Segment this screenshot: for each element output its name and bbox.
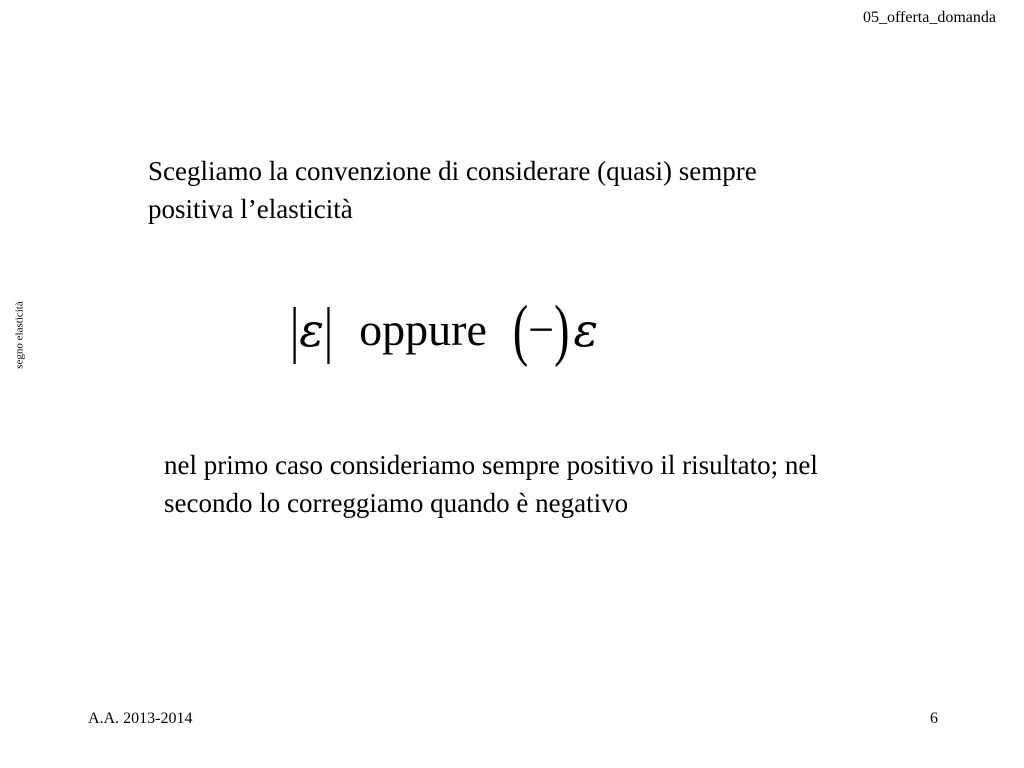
formula-connector: oppure	[359, 304, 487, 355]
paren-close: )	[554, 291, 570, 368]
abs-bar-open: |	[290, 294, 300, 364]
epsilon-symbol-2: ε	[573, 303, 599, 357]
footer-academic-year: A.A. 2013-2014	[88, 710, 193, 727]
minus-sign: −	[528, 304, 555, 355]
paren-open: (	[512, 291, 529, 368]
slide-header-title: 05_offerta_domanda	[863, 9, 996, 26]
abs-bar-close: |	[323, 294, 334, 364]
explanation-text: nel primo caso consideriamo sempre positivo il risultato; nel secondo lo correggiamo quando è negativo	[164, 450, 818, 518]
epsilon-symbol: ε	[299, 303, 324, 357]
intro-text: Scegliamo la convenzione di considerare (quasi) sempre positiva l’elasticità	[148, 156, 757, 224]
footer-page-number: 6	[930, 710, 938, 727]
elasticity-formula	[290, 290, 598, 370]
side-label: segno elasticità	[13, 301, 26, 369]
side-label-container	[0, 280, 40, 390]
